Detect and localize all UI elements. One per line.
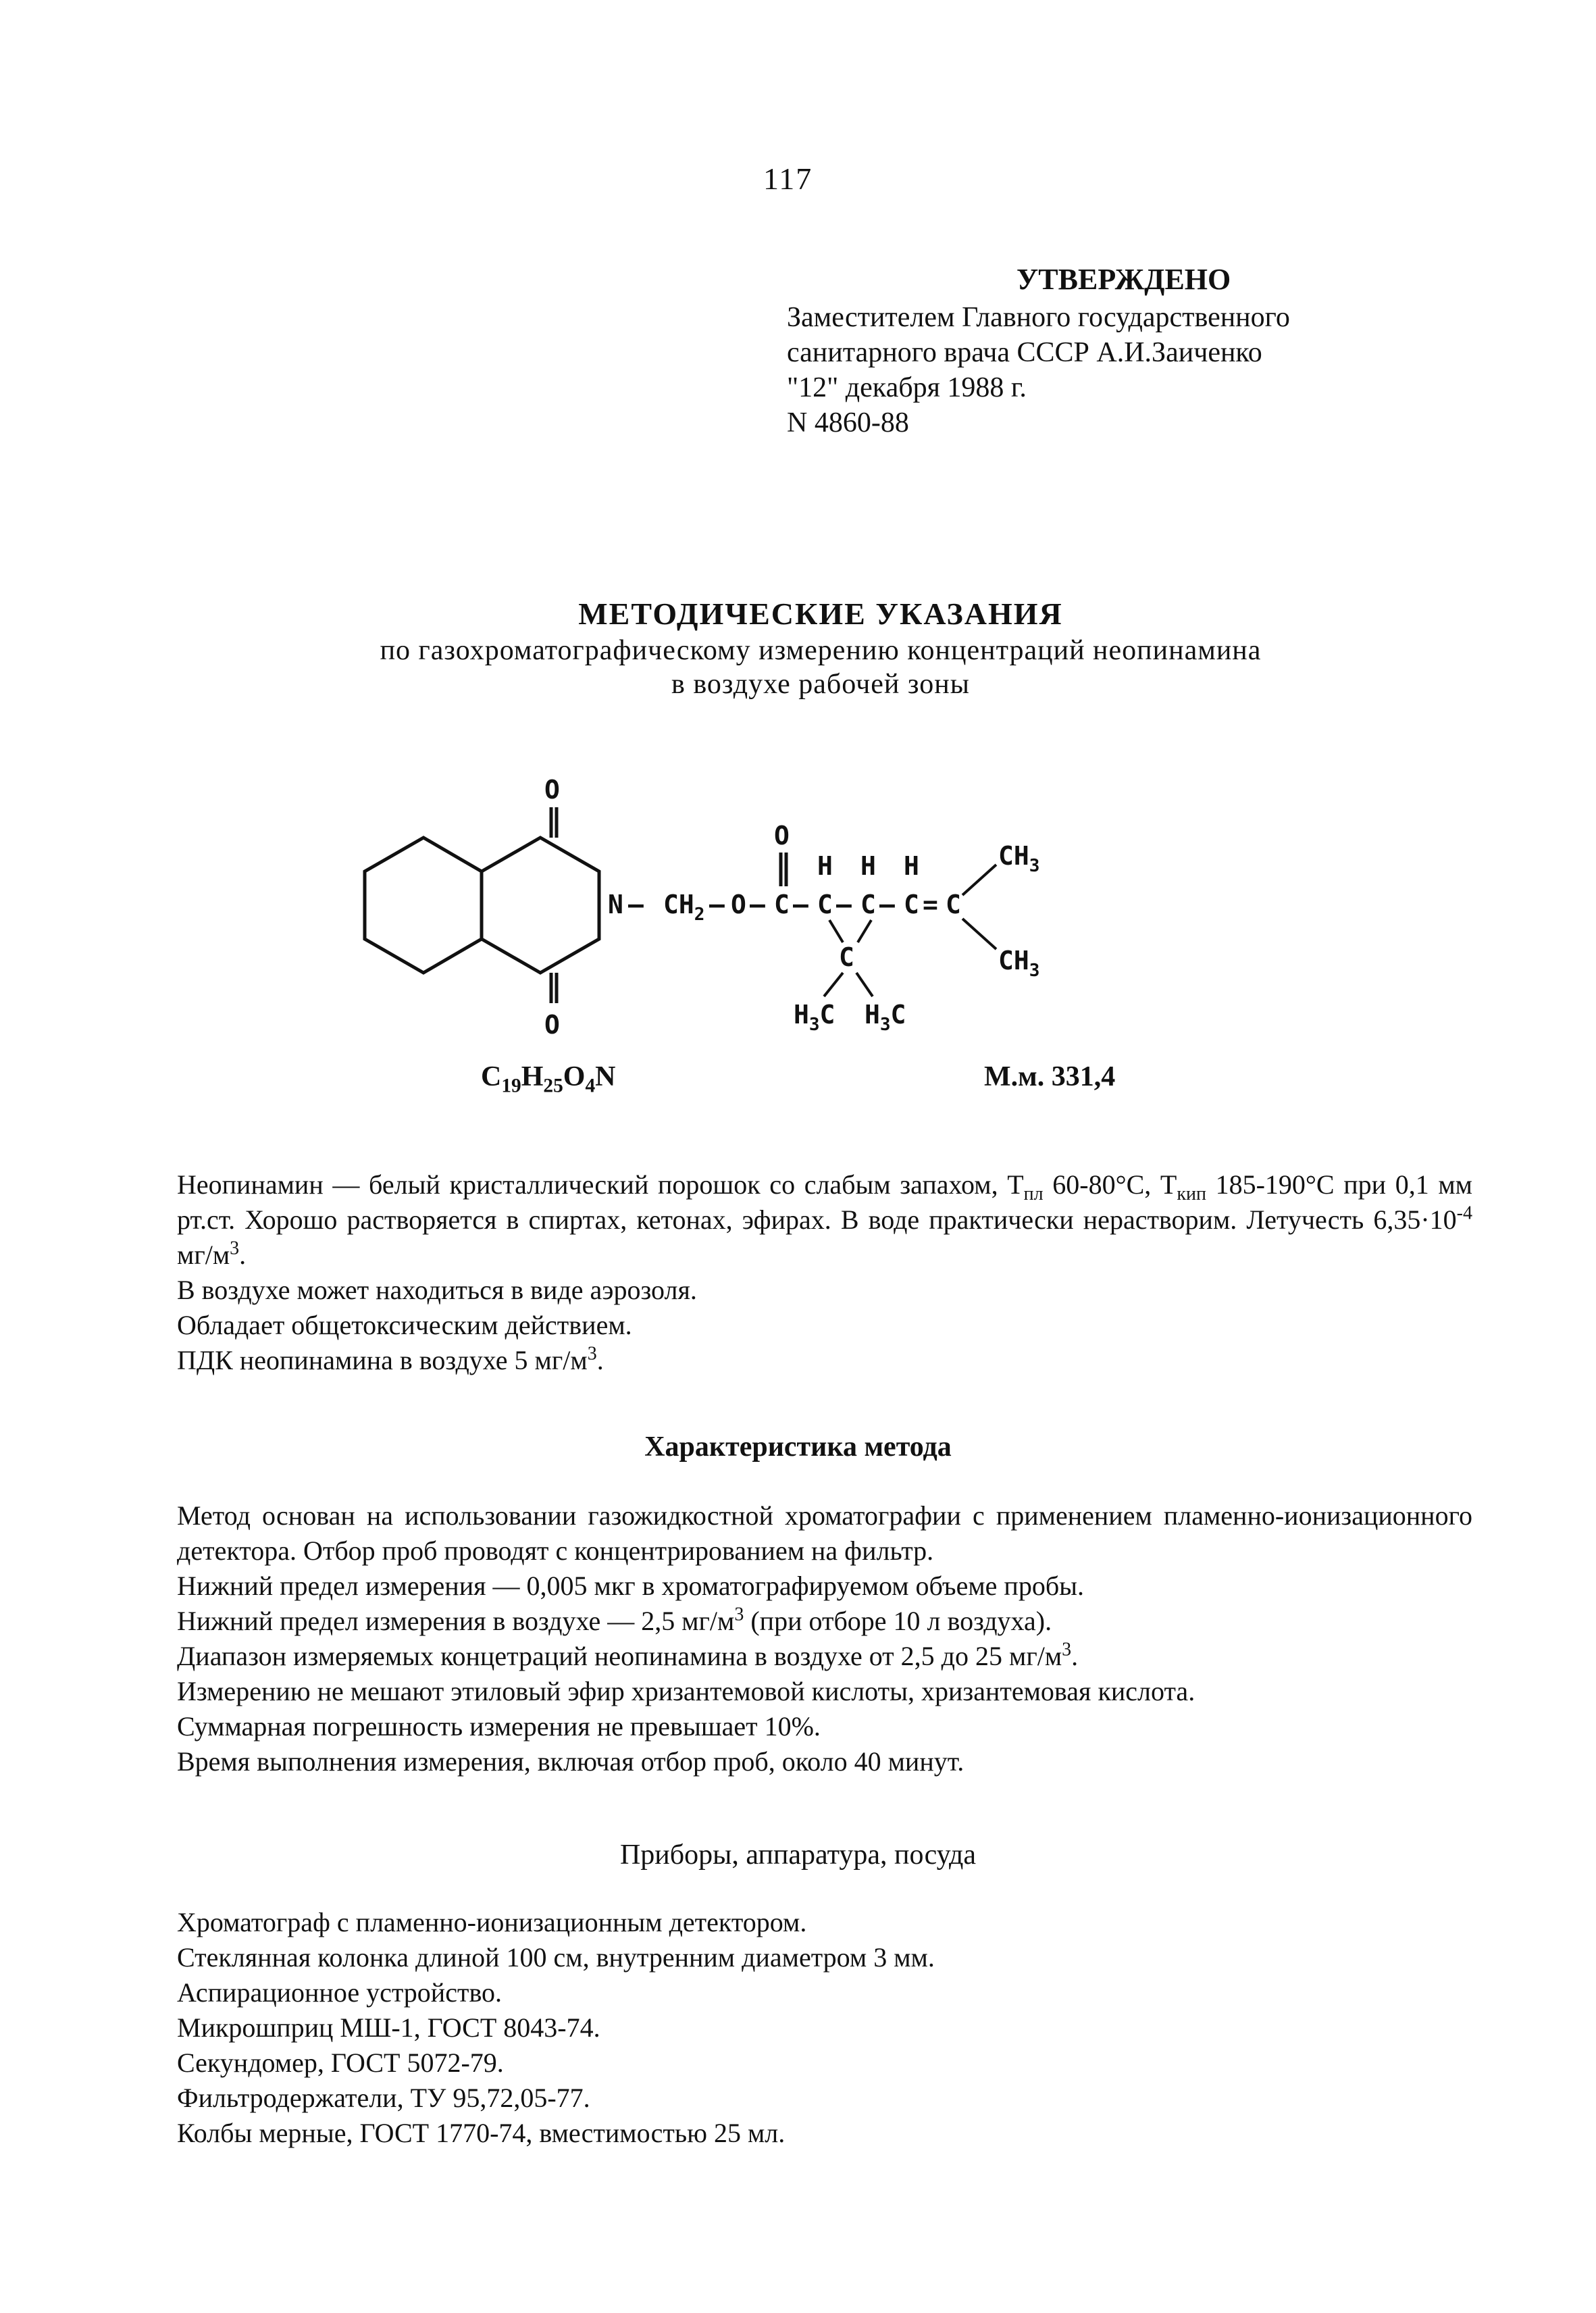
svg-text:—: —	[628, 890, 644, 919]
molecular-formula: $C_{19}H_{25}O_4N$	[481, 1061, 616, 1097]
description-line-toxicity: Обладает общетоксическим действием.	[177, 1310, 632, 1340]
method-heading: Характеристика метода	[644, 1431, 952, 1463]
equipment-item: Секундомер, ГОСТ 5072-79.	[177, 2048, 504, 2078]
approval-line-4: N 4860-88	[787, 407, 909, 438]
svg-text:—: —	[709, 890, 725, 919]
carbonyl-carbon: C	[774, 890, 790, 919]
gem-dimethyl-carbon: C	[839, 942, 854, 972]
equipment-item: Колбы мерные, ГОСТ 1770-74, вместимостью 25 мл.	[177, 2118, 786, 2148]
equipment-item: Микрошприц МШ-1, ГОСТ 8043-74.	[177, 2012, 600, 2043]
document-title	[203, 594, 1439, 701]
equipment-item: Стеклянная колонка длиной 100 см, внутренним диаметром 3 мм.	[177, 1942, 935, 1973]
hydrogen-2: H	[860, 851, 876, 881]
ch2-group: $CH_2$	[663, 890, 705, 925]
hydrogen-3: H	[904, 851, 919, 881]
cyclohexane-ring	[365, 838, 482, 973]
description-line-mac: ПДК неопинамина в воздухе 5 $мг/м^3$.	[177, 1343, 604, 1375]
title-subtitle-1: по газохроматографическому измерению концентраций неопинамина	[380, 635, 1262, 666]
approval-title: УТВЕРЖДЕНО	[1016, 263, 1231, 296]
svg-text:—: —	[750, 890, 765, 919]
chemical-structure	[351, 743, 1297, 1061]
equipment-item: Аспирационное устройство.	[177, 1977, 503, 2008]
hydrogen-1: H	[817, 851, 833, 881]
vinyl-carbon: C	[904, 890, 919, 919]
method-paragraph: Метод основан на использовании газожидкостной хроматографии с применением пламенно-ионизационного детектора. Отбор проб проводят с концентрированием на фильтр.	[177, 1500, 1472, 1566]
method-line-range: Диапазон измеряемых концетраций неопинамина в воздухе от 2,5 до 25 $мг/м^3$.	[177, 1639, 1079, 1671]
nitrogen-atom: N	[608, 890, 623, 919]
equipment-heading: Приборы, аппаратура, посуда	[619, 1839, 977, 1871]
description-line-aerosol: В воздухе может находиться в виде аэрозоля.	[177, 1275, 697, 1305]
method-line-lower-limit: Нижний предел измерения — 0,005 мкг в хроматографируемом объеме пробы.	[177, 1571, 1085, 1601]
methyl-left: $H_3C$	[794, 1000, 835, 1035]
methyl-right: $H_3C$	[865, 1000, 906, 1035]
method-line-air-limit: Нижний предел измерения в воздухе — 2,5 $мг/м^3$ (при отборе 10 л воздуха).	[177, 1604, 1052, 1636]
methyl-top: $CH_3$	[998, 841, 1040, 876]
molar-mass: М.м. 331,4	[984, 1061, 1116, 1092]
formula-row	[0, 1061, 1596, 1108]
carbonyl-oxygen: O	[774, 821, 790, 850]
page-number: 117	[763, 161, 813, 196]
dione-ring	[482, 838, 599, 973]
cyclopropane-carbon-2: C	[860, 890, 876, 919]
cyclopropane-carbon-1: C	[817, 890, 833, 919]
approval-block	[787, 262, 1290, 440]
isopropylidene-carbon: C	[946, 890, 961, 919]
title-subtitle-2: в воздухе рабочей зоны	[671, 669, 970, 700]
method-line-interference: Измерению не мешают этиловый эфир хризантемовой кислоты, хризантемовая кислота.	[177, 1676, 1195, 1706]
oxygen-bottom: O	[544, 1010, 560, 1040]
ester-oxygen: O	[731, 890, 746, 919]
svg-text:—: —	[793, 890, 808, 919]
title-main: МЕТОДИЧЕСКИЕ УКАЗАНИЯ	[578, 596, 1063, 631]
equipment-item: Фильтродержатели, ТУ 95,72,05-77.	[177, 2083, 590, 2113]
approval-line-1: Заместителем Главного государственного	[787, 302, 1290, 333]
svg-text:—: —	[879, 890, 895, 919]
svg-text:—: —	[836, 890, 852, 919]
method-line-error: Суммарная погрешность измерения не превышает 10%.	[177, 1711, 821, 1742]
equipment-item: Хроматограф с пламенно-ионизационным детектором.	[177, 1907, 807, 1937]
approval-line-3: "12" декабря 1988 г.	[787, 372, 1027, 403]
oxygen-top: O	[544, 775, 560, 805]
methyl-bottom: $CH_3$	[998, 946, 1040, 981]
method-line-duration: Время выполнения измерения, включая отбор проб, около 40 минут.	[177, 1746, 964, 1777]
description-paragraph: Неопинамин — белый кристаллический порошок со слабым запахом, $Т_{пл}$ 60-80°С, $Т_{кип}$ 185-190°С при 0,1 мм рт.ст. Хорошо растворяется в спиртах, кетонах, эфирах. В воде практически нерастворим. Летучесть $6,35\cdot 10^{-4}$ $мг/м^3$.	[177, 1169, 1472, 1270]
approval-line-2: санитарного врача СССР А.И.Заиченко	[787, 337, 1262, 368]
double-bond: =	[923, 890, 938, 919]
